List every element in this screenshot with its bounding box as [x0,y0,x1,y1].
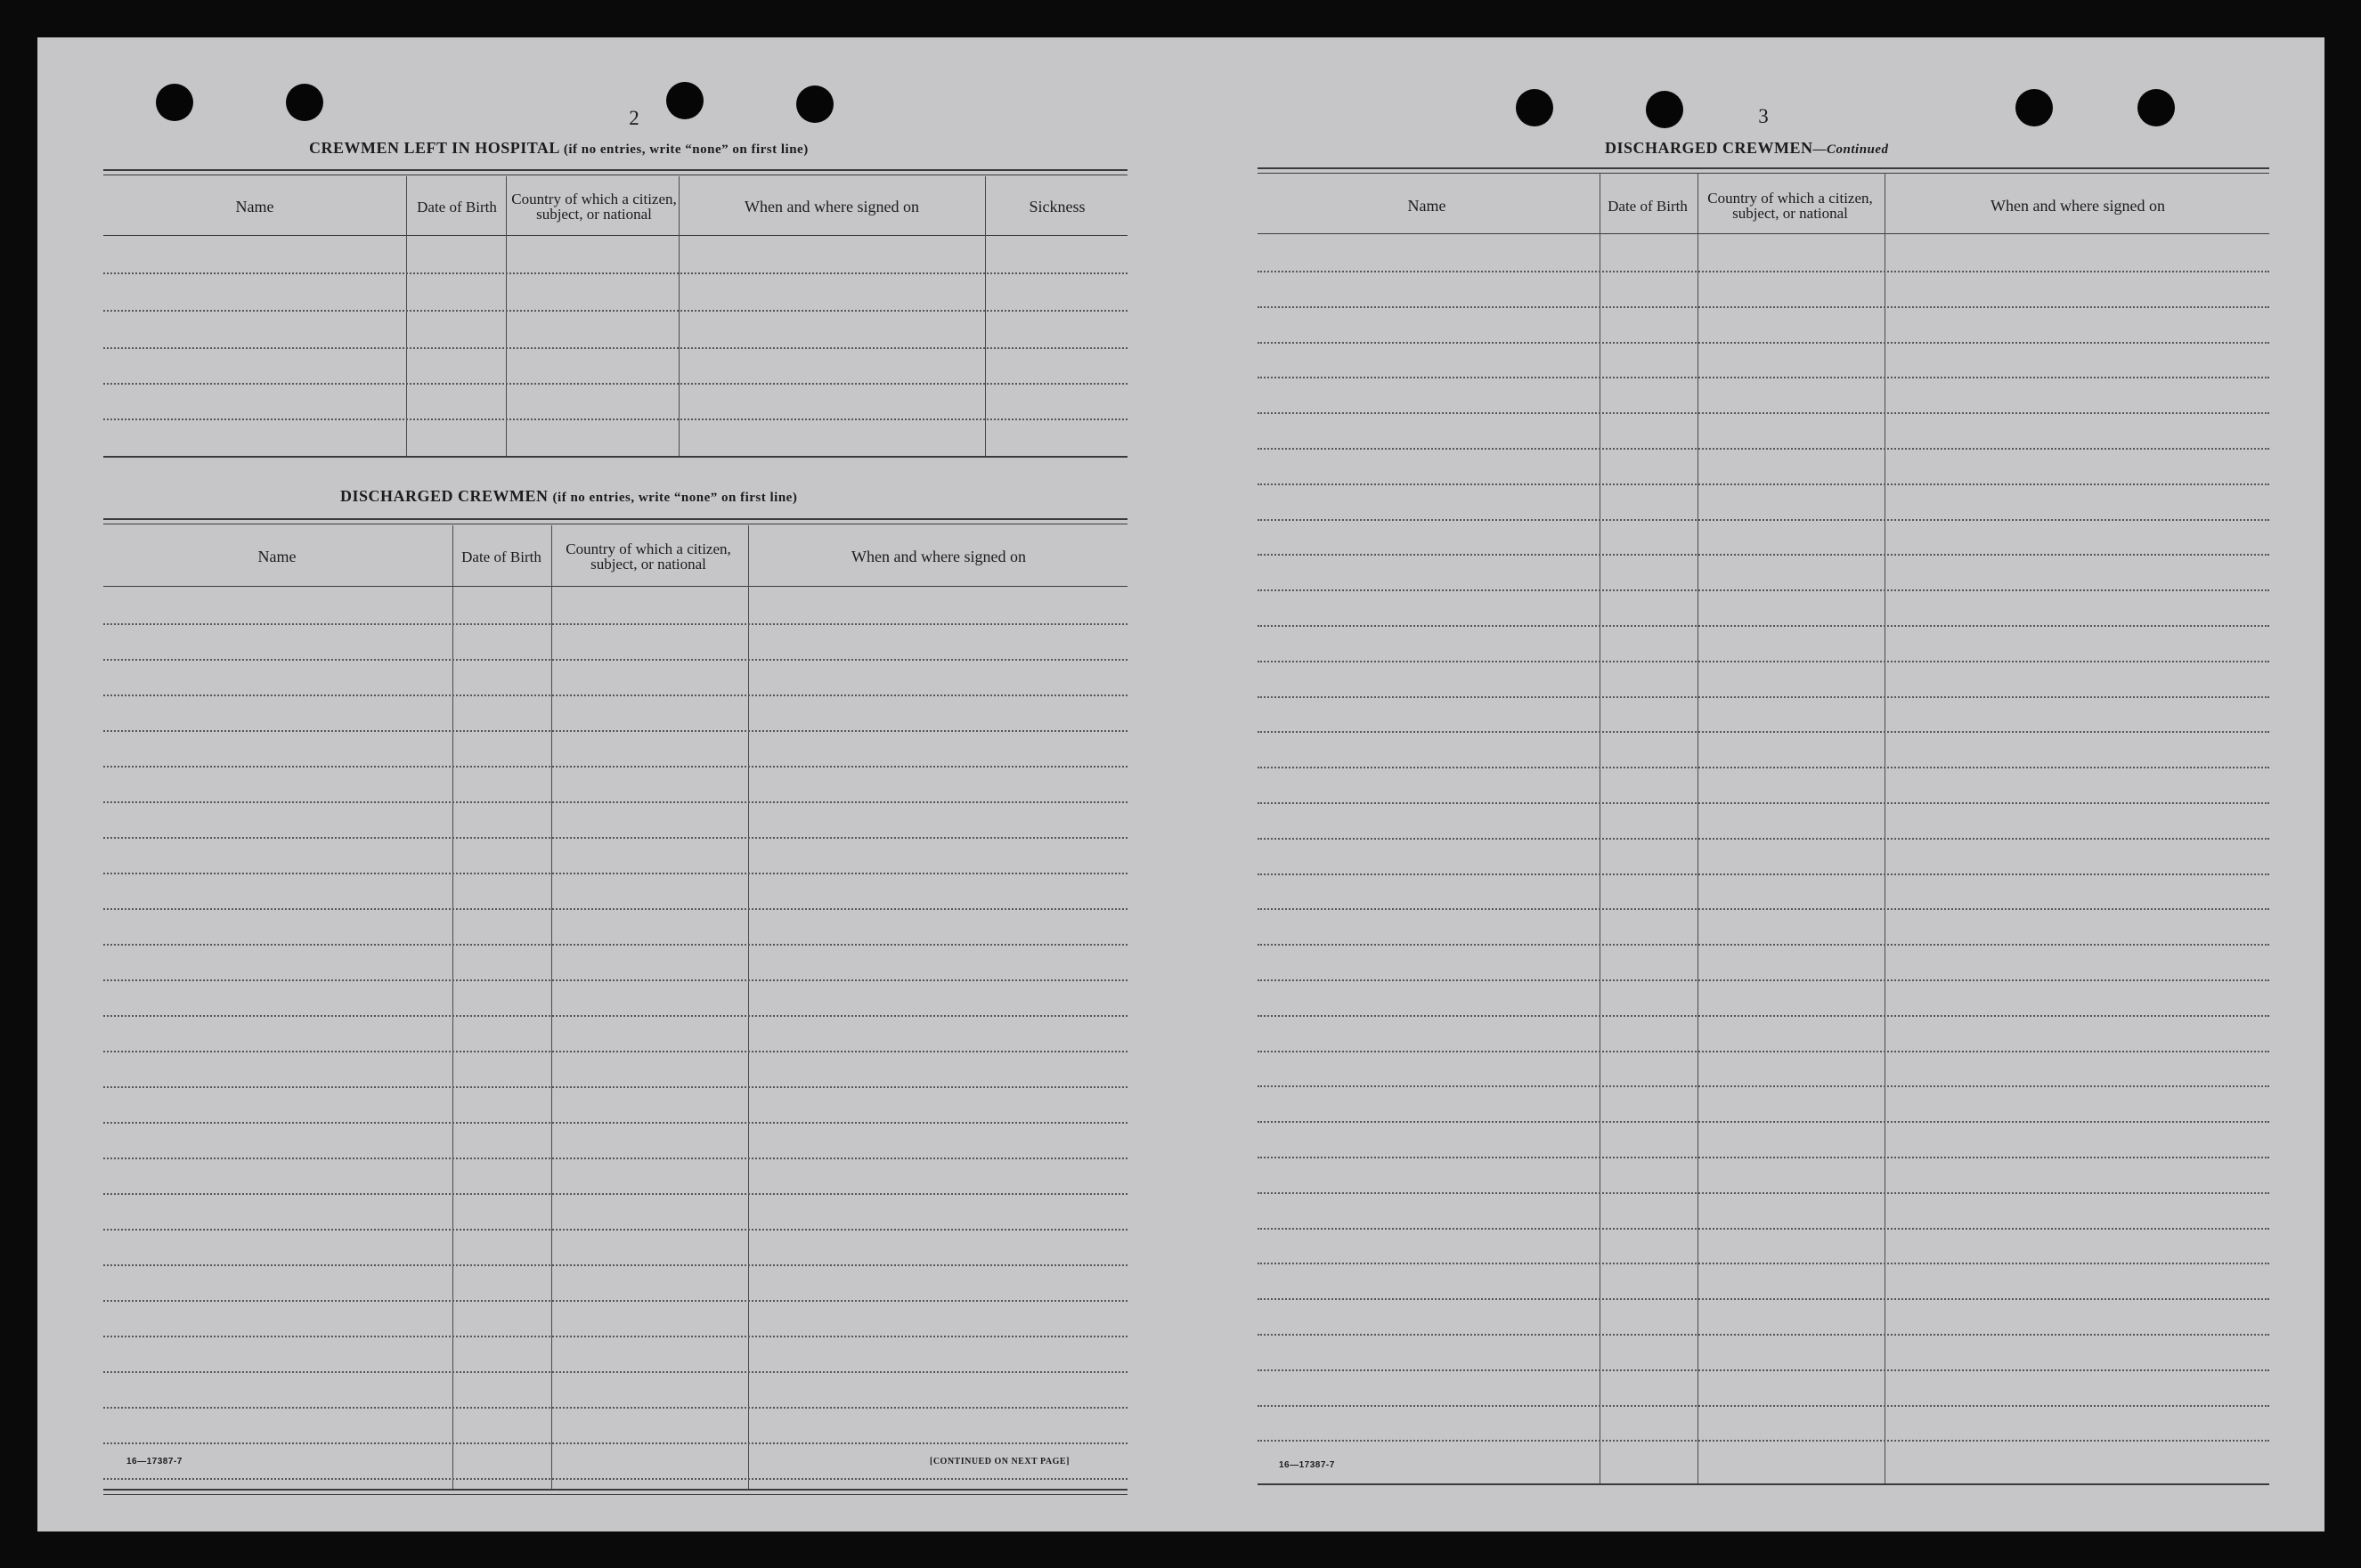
hospital-header-name: Name [235,198,274,215]
hospital-header-signed: When and where signed on [745,198,919,215]
discharged-section-title [340,487,797,506]
punch-hole [2015,89,2053,126]
continued-note: [CONTINUED ON NEXT PAGE] [930,1457,1070,1466]
punch-hole [1646,91,1683,128]
right-table-top-rule [1258,167,2269,169]
discharged-table-top-rule [103,518,1128,520]
hospital-title-text: CREWMEN LEFT IN HOSPITAL [309,139,559,157]
discharged-continued-title-text: DISCHARGED CREWMEN [1605,139,1813,157]
form-row-line [1258,1085,2269,1087]
form-row-line [103,623,1128,625]
form-row-line [1258,979,2269,981]
form-row-line [1258,873,2269,875]
form-row-line [1258,908,2269,910]
form-row-line [103,1442,1128,1444]
form-number-left: 16—17387-7 [126,1457,183,1466]
form-row-line [1258,448,2269,450]
form-row-line [103,659,1128,661]
form-row-line [103,944,1128,946]
hospital-table-top-rule [103,169,1128,171]
form-row-line [1258,1440,2269,1442]
form-row-line [1258,589,2269,591]
hospital-instruction: (if no entries, write “none” on first line) [563,142,809,157]
form-row-line [1258,1405,2269,1407]
form-row-line [103,1086,1128,1088]
hospital-header-sickness: Sickness [1029,198,1086,215]
discharged-header-country: Country of which a citizen, subject, or national [566,540,731,573]
form-row-line [1258,1157,2269,1158]
hospital-section-title [309,139,809,158]
punch-hole [286,84,323,121]
hospital-row-line [103,310,1128,312]
form-row-line [1258,1228,2269,1230]
form-row-line [1258,696,2269,698]
form-row-line [1258,377,2269,378]
discharged-col-divider [551,525,552,1489]
hospital-header-bottom-rule [103,235,1128,236]
form-row-line [103,766,1128,768]
punch-hole [666,82,704,119]
form-row-line [1258,625,2269,627]
discharged-table-bottom-rule [103,1489,1128,1491]
punch-hole [1516,89,1553,126]
form-row-line [1258,519,2269,521]
form-row-line [1258,1263,2269,1264]
discharged-header-bottom-rule [103,586,1128,587]
form-row-line [1258,767,2269,768]
discharged-col-divider [452,525,453,1489]
right-header-name: Name [1407,197,1446,215]
form-row-line [103,1407,1128,1409]
form-row-line [103,695,1128,696]
right-header-signed: When and where signed on [1991,197,2165,215]
right-header-dob: Date of Birth [1608,197,1688,215]
form-row-line [103,1229,1128,1231]
form-row-line [1258,412,2269,414]
discharged-instruction: (if no entries, write “none” on first line) [552,491,798,505]
form-row-line [1258,342,2269,344]
form-row-line [103,1371,1128,1373]
form-row-line [1258,1015,2269,1017]
discharged-table-bottom-rule-2 [103,1494,1128,1495]
document-paper [37,37,2324,1531]
hospital-table-bottom-rule [103,456,1128,458]
discharged-continued-title [1605,139,1889,158]
page-number-right: 3 [1758,105,1769,127]
form-row-line [103,1478,1128,1480]
hospital-row-line [103,347,1128,349]
hospital-col-divider [679,176,680,458]
right-table-top-rule-2 [1258,173,2269,174]
form-row-line [1258,1192,2269,1194]
hospital-col-divider [506,176,507,458]
discharged-col-divider [748,525,749,1489]
form-row-line [1258,1369,2269,1371]
hospital-row-line [103,272,1128,274]
form-row-line [103,801,1128,803]
discharged-header-name: Name [257,548,297,565]
form-row-line [103,1158,1128,1159]
punch-hole [796,85,834,123]
form-row-line [1258,661,2269,662]
form-row-line [103,1051,1128,1052]
punch-hole [2137,89,2175,126]
form-row-line [103,979,1128,981]
form-row-line [103,1336,1128,1337]
discharged-header-dob: Date of Birth [461,548,541,565]
form-row-line [103,873,1128,874]
form-row-line [1258,731,2269,733]
hospital-row-line [103,418,1128,420]
form-row-line [1258,1051,2269,1052]
form-row-line [1258,483,2269,485]
right-header-bottom-rule [1258,233,2269,234]
form-row-line [103,1015,1128,1017]
form-row-line [103,1264,1128,1266]
form-row-line [103,1122,1128,1124]
form-row-line [103,837,1128,839]
form-row-line [1258,802,2269,804]
form-row-line [103,730,1128,732]
continued-label: —Continued [1812,142,1889,157]
form-row-line [1258,944,2269,946]
discharged-header-signed: When and where signed on [851,548,1026,565]
right-header-country: Country of which a citizen, subject, or national [1707,190,1873,222]
form-row-line [1258,306,2269,308]
form-row-line [103,908,1128,910]
hospital-col-divider [985,176,986,458]
hospital-col-divider [406,176,407,458]
discharged-title-text: DISCHARGED CREWMEN [340,487,549,505]
form-row-line [1258,554,2269,556]
punch-hole [156,84,193,121]
hospital-header-dob: Date of Birth [417,198,497,215]
form-row-line [1258,1121,2269,1123]
form-row-line [1258,271,2269,272]
right-table-bottom-rule [1258,1483,2269,1485]
form-number-right: 16—17387-7 [1279,1460,1335,1470]
hospital-row-line [103,383,1128,385]
form-row-line [103,1193,1128,1195]
form-row-line [1258,1334,2269,1336]
page-number-left: 2 [629,107,639,129]
right-col-divider [1697,173,1698,1483]
form-row-line [103,1300,1128,1302]
hospital-header-country: Country of which a citizen, subject, or national [511,191,677,223]
form-row-line [1258,838,2269,840]
form-row-line [1258,1298,2269,1300]
